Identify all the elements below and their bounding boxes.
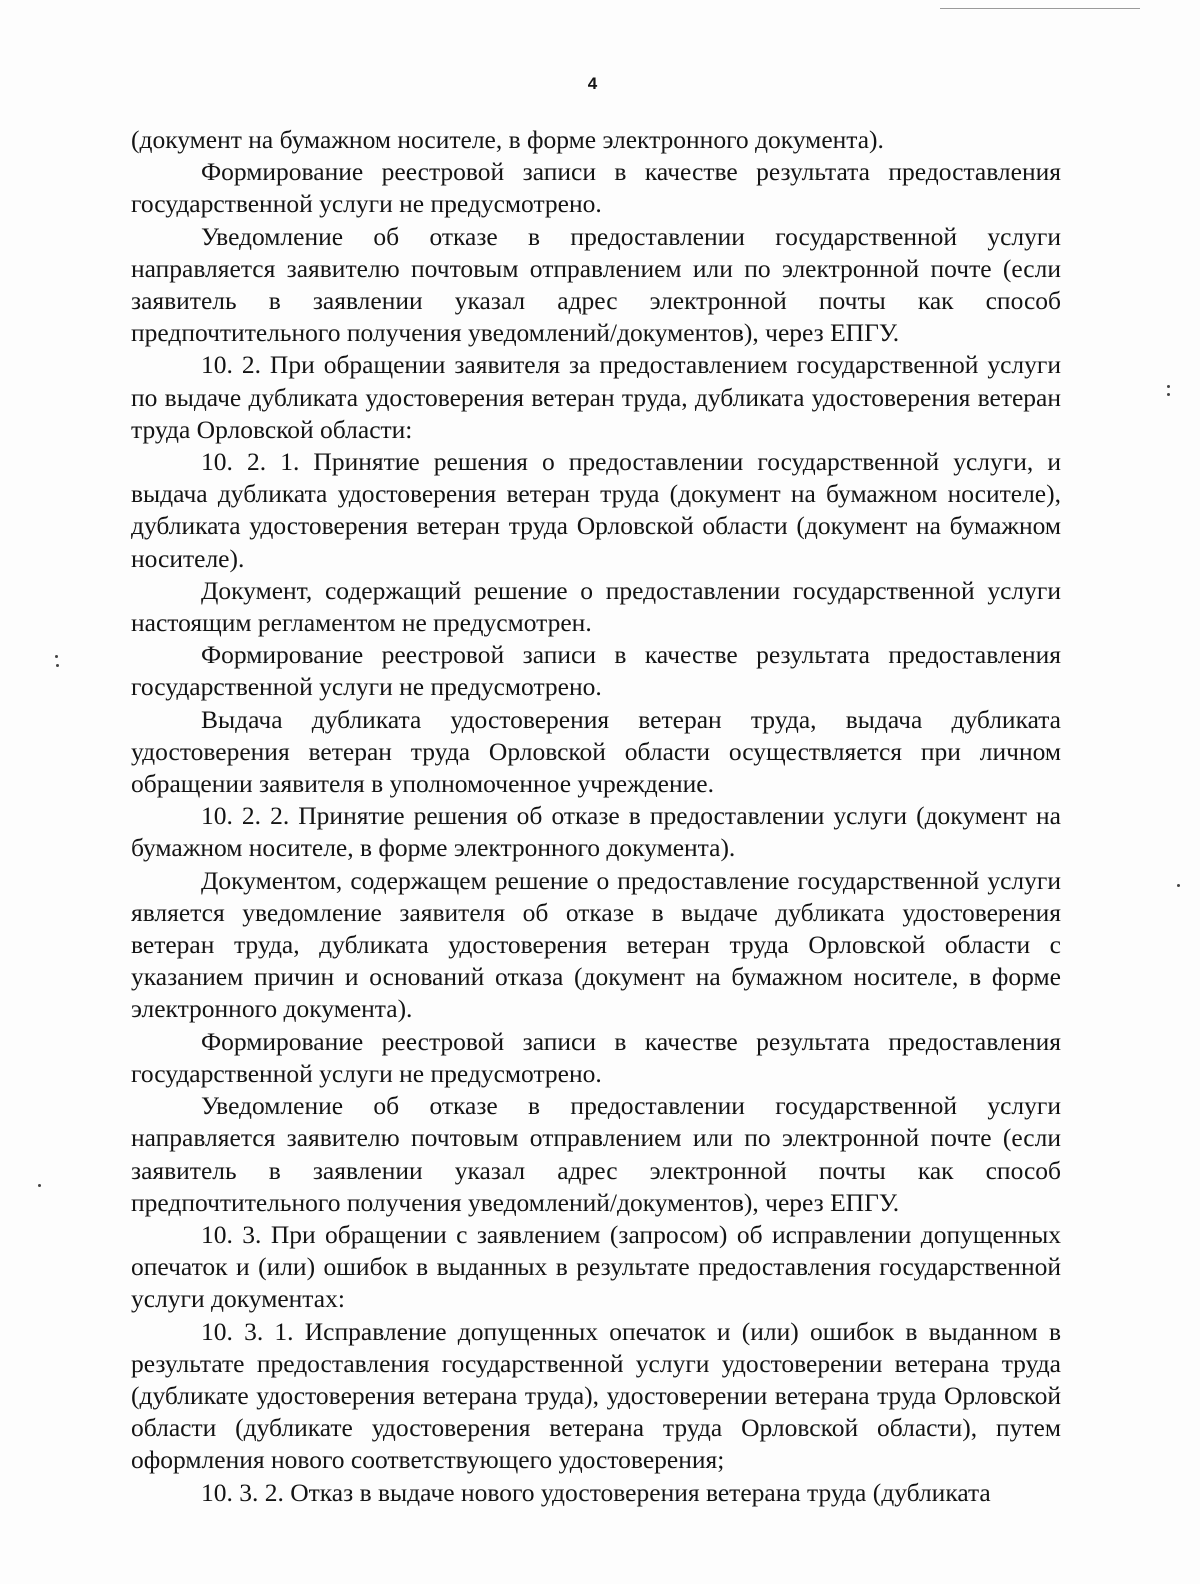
scan-speck bbox=[1167, 393, 1170, 396]
document-body bbox=[131, 124, 1061, 1509]
scan-speck bbox=[1167, 385, 1170, 388]
paragraph: Формирование реестровой записи в качестве результата предоставления государственной услуги не предусмотрено. bbox=[131, 157, 1061, 219]
scan-speck bbox=[56, 664, 59, 667]
paragraph: Уведомление об отказе в предоставлении государственной услуги направляется заявителю почтовым отправлением или по электронной почте (если заявитель в заявлении указал адрес электронной почты как способ предпочтительного получения уведомлений/документов), через ЕПГУ. bbox=[131, 1091, 1061, 1217]
paragraph: 10. 2. 2. Принятие решения об отказе в предоставлении услуги (документ на бумажном носителе, в форме электронного документа). bbox=[131, 801, 1061, 863]
paragraph: Документ, содержащий решение о предоставлении государственной услуги настоящим регламентом не предусмотрен. bbox=[131, 575, 1061, 638]
paragraph: Формирование реестровой записи в качестве результата предоставления государственной услуги не предусмотрено. bbox=[131, 1026, 1061, 1088]
scan-speck bbox=[38, 1184, 41, 1187]
paragraph: Уведомление об отказе в предоставлении государственной услуги направляется заявителю почтовым отправлением или по электронной почте (если заявитель в заявлении указал адрес электронной почты как способ предпочтительного получения уведомлений/документов), через ЕПГУ. bbox=[131, 221, 1061, 348]
paragraph: Документом, содержащем решение о предоставление государственной услуги является уведомление заявителя об отказе в выдаче дубликата удостоверения ветеран труда, дубликата удостоверения ветеран труда Орловской области с указанием причин и оснований отказа (документ на бумажном носителе, в форме электронного документа). bbox=[131, 865, 1061, 1024]
paragraph: 10. 3. 2. Отказ в выдаче нового удостоверения ветерана труда (дубликата bbox=[201, 1477, 991, 1507]
paragraph: (документ на бумажном носителе, в форме электронного документа). bbox=[131, 125, 884, 154]
page-number: 4 bbox=[587, 74, 598, 93]
top-edge-line bbox=[940, 8, 1140, 9]
paragraph: Формирование реестровой записи в качестве результата предоставления государственной услуги не предусмотрено. bbox=[131, 640, 1061, 702]
paragraph: 10. 3. При обращении с заявлением (запросом) об исправлении допущенных опечаток и (или) ошибок в выданных в результате предоставления государственной услуги документах: bbox=[131, 1219, 1061, 1314]
paragraph: 10. 2. При обращении заявителя за предоставлением государственной услуги по выдаче дубликата удостоверения ветеран труда, дубликата удостоверения ветеран труда Орловской области: bbox=[131, 350, 1061, 444]
paragraph: 10. 3. 1. Исправление допущенных опечаток и (или) ошибок в выданном в результате предоставления государственной услуги удостоверении ветерана труда (дубликате удостоверения ветерана труда), удостоверении ветерана труда Орловской области (дубликате удостоверения ветерана труда Орловской области), путем оформления нового соответствующего удостоверения; bbox=[131, 1316, 1061, 1475]
scan-speck bbox=[1177, 884, 1180, 887]
paragraph: Выдача дубликата удостоверения ветеран труда, выдача дубликата удостоверения ветеран труда Орловской области осуществляется при личном обращении заявителя в уполномоченное учреждение. bbox=[131, 704, 1061, 799]
scan-speck bbox=[55, 655, 58, 658]
paragraph: 10. 2. 1. Принятие решения о предоставлении государственной услуги, и выдача дубликата удостоверения ветеран труда (документ на бумажном носителе), дубликата удостоверения ветеран труда Орловской области (документ на бумажном носителе). bbox=[131, 447, 1061, 573]
